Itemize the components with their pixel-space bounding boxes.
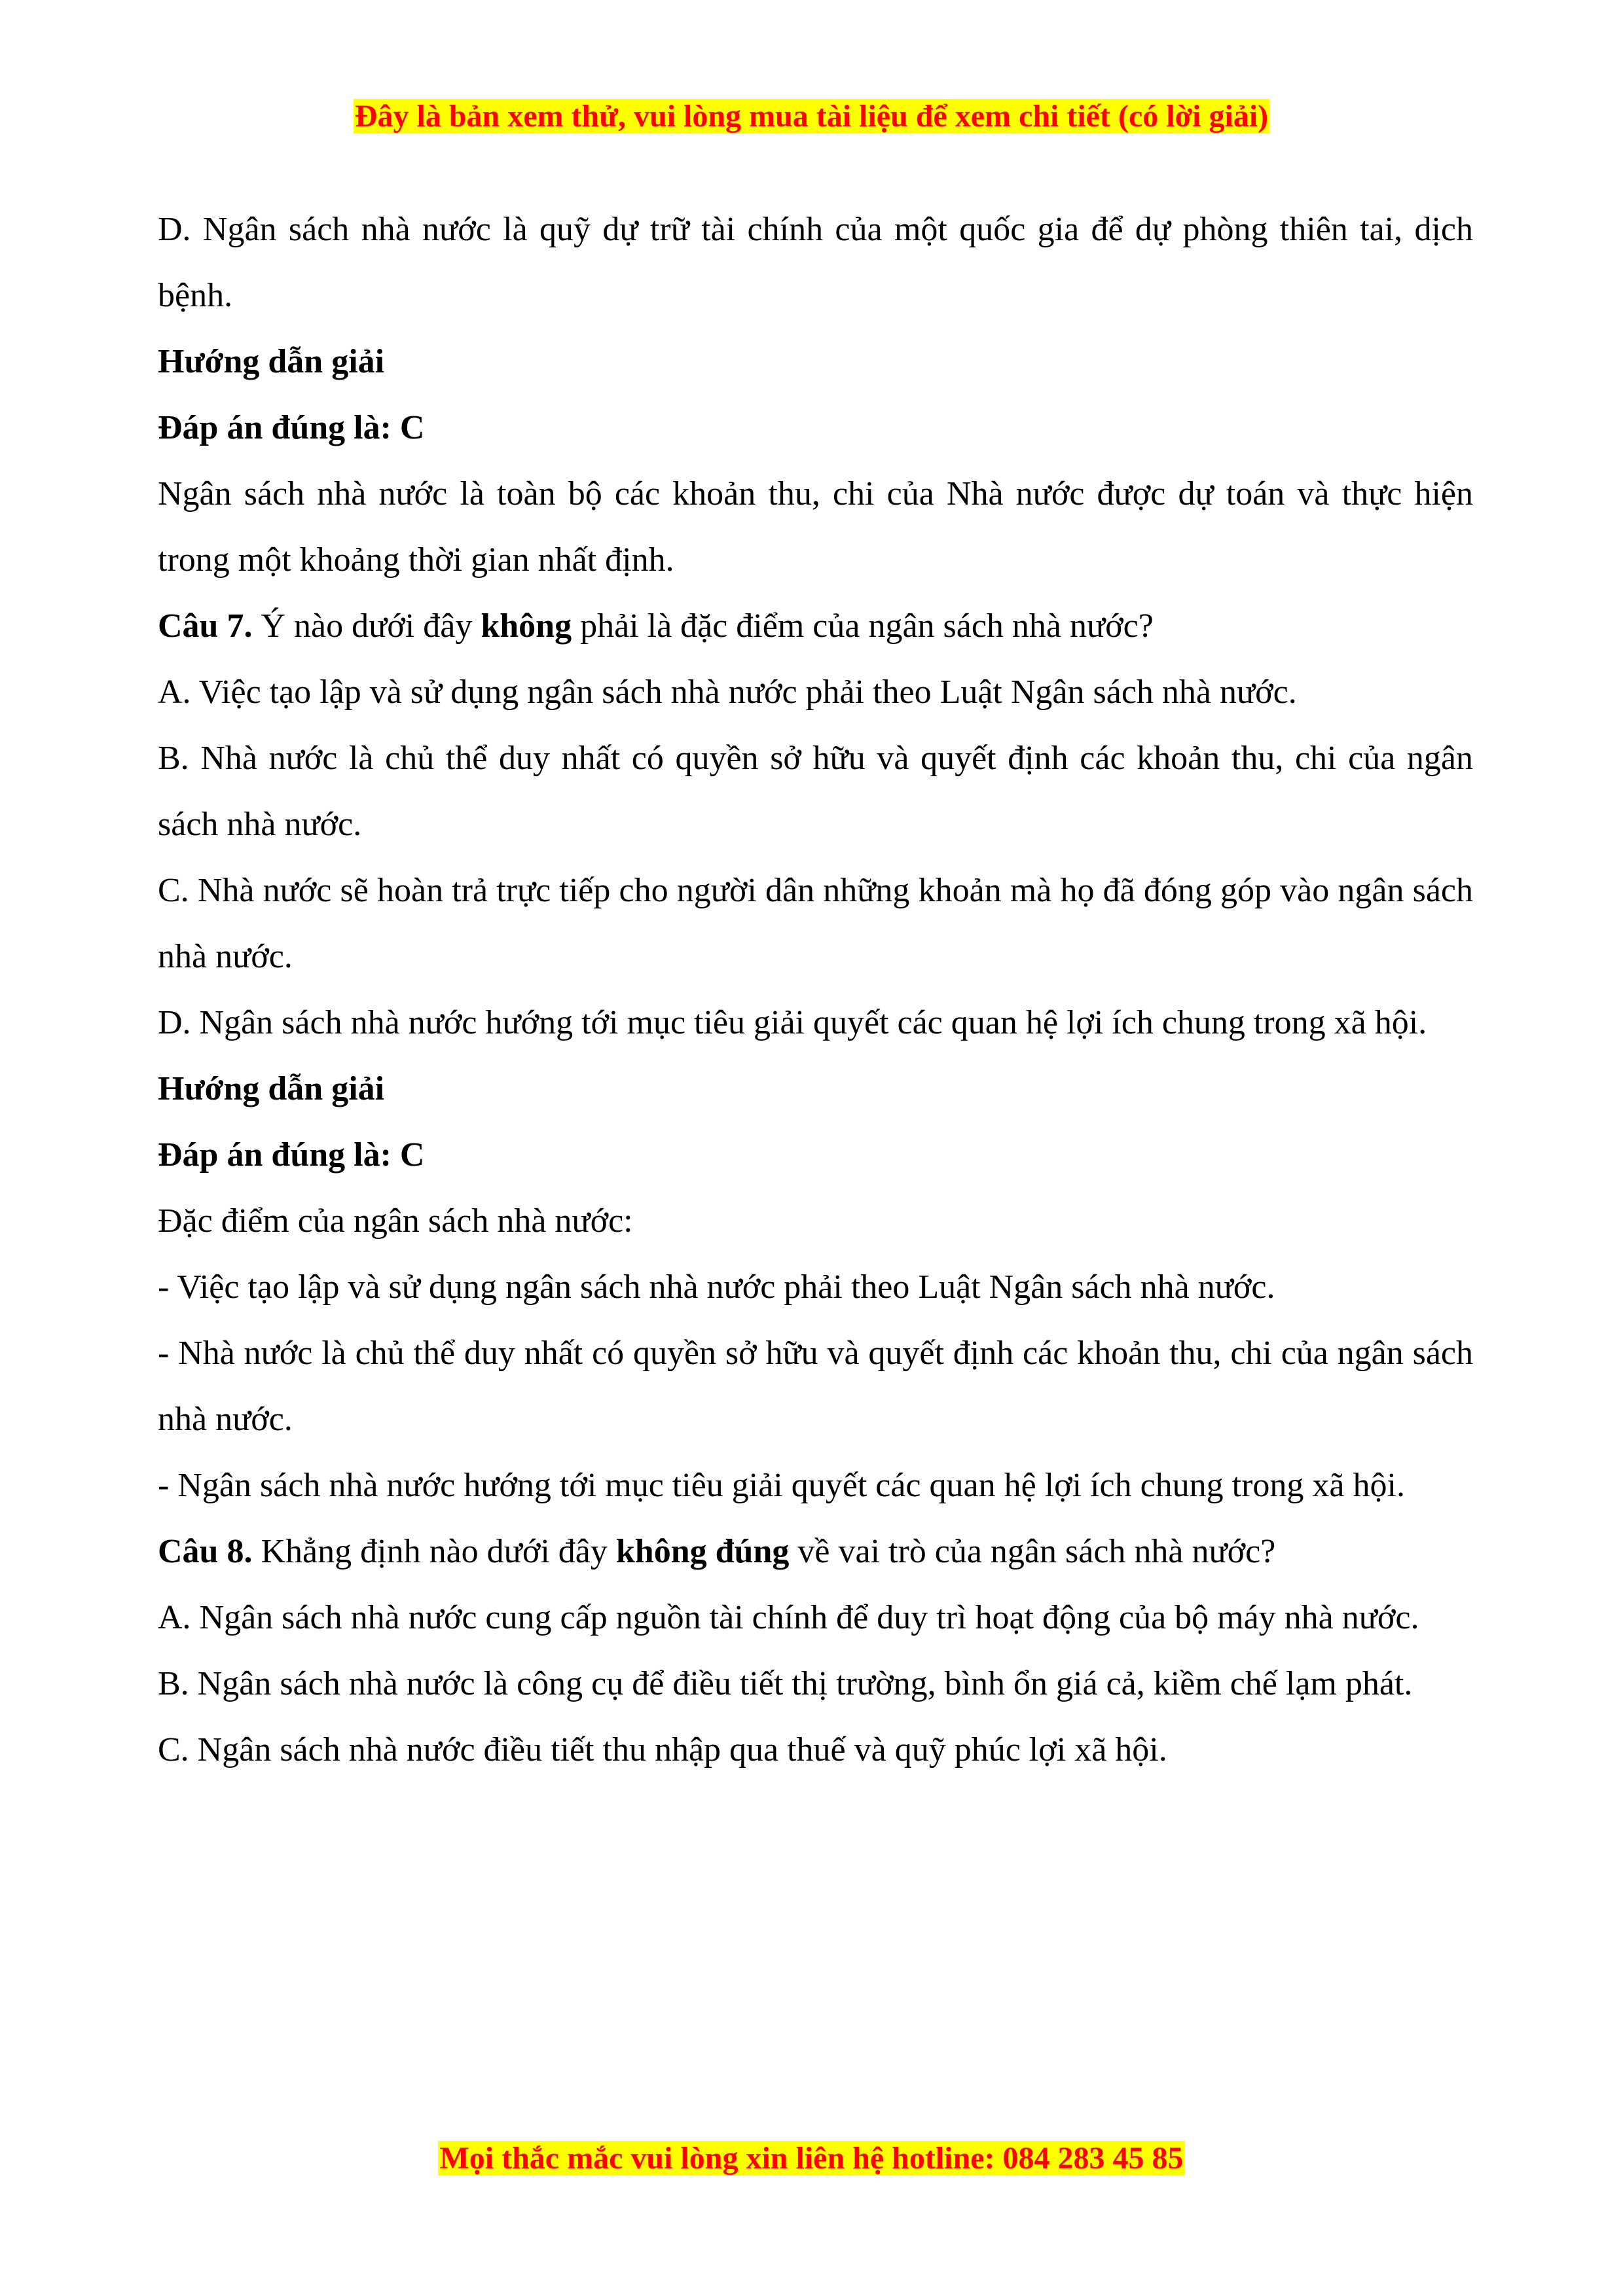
- q8-question: [158, 1518, 1473, 1585]
- q8-option-a: A. Ngân sách nhà nước cung cấp nguồn tài chính để duy trì hoạt động của bộ máy nhà nước.: [158, 1599, 1419, 1636]
- q8-stem-part1: Khẳng định nào dưới đây: [252, 1533, 616, 1570]
- q7-explanation-item: - Ngân sách nhà nước hướng tới mục tiêu giải quyết các quan hệ lợi ích chung trong xã hội.: [158, 1467, 1405, 1504]
- q7-option-c: C. Nhà nước sẽ hoàn trả trực tiếp cho người dân những khoản mà họ đã đóng góp vào ngân sách nhà nước.: [158, 872, 1473, 975]
- q8-stem-emphasis: không đúng: [615, 1533, 790, 1570]
- q7-explanation-intro: Đặc điểm của ngân sách nhà nước:: [158, 1202, 633, 1240]
- q7-question: [158, 593, 1473, 659]
- hotline-banner: [0, 2139, 1623, 2178]
- q6-explanation: Ngân sách nhà nước là toàn bộ các khoản thu, chi của Nhà nước được dự toán và thực hiện trong một khoảng thời gian nhất định.: [158, 475, 1473, 579]
- q7-option-b: B. Nhà nước là chủ thể duy nhất có quyền sở hữu và quyết định các khoản thu, chi của ngân sách nhà nước.: [158, 740, 1473, 843]
- document-body: [158, 196, 1473, 1783]
- q6-option-d: D. Ngân sách nhà nước là quỹ dự trữ tài chính của một quốc gia để dự phòng thiên tai, dịch bệnh.: [158, 211, 1473, 314]
- q6-guide-heading: Hướng dẫn giải: [158, 343, 385, 380]
- q7-option-a: A. Việc tạo lập và sử dụng ngân sách nhà nước phải theo Luật Ngân sách nhà nước.: [158, 673, 1297, 711]
- preview-notice-text: Đây là bản xem thử, vui lòng mua tài liệu để xem chi tiết (có lời giải): [354, 99, 1269, 134]
- q7-label: Câu 7.: [158, 607, 253, 645]
- q7-explanation-item: - Việc tạo lập và sử dụng ngân sách nhà nước phải theo Luật Ngân sách nhà nước.: [158, 1268, 1275, 1306]
- hotline-text: Mọi thắc mắc vui lòng xin liên hệ hotline: 084 283 45 85: [439, 2141, 1184, 2176]
- q7-answer: Đáp án đúng là: C: [158, 1136, 425, 1174]
- q8-option-c: C. Ngân sách nhà nước điều tiết thu nhập qua thuế và quỹ phúc lợi xã hội.: [158, 1731, 1167, 1768]
- q8-label: Câu 8.: [158, 1533, 253, 1570]
- preview-notice-banner: [0, 97, 1623, 136]
- q8-option-b: B. Ngân sách nhà nước là công cụ để điều tiết thị trường, bình ổn giá cả, kiềm chế lạm phát.: [158, 1665, 1413, 1702]
- q7-option-d: D. Ngân sách nhà nước hướng tới mục tiêu giải quyết các quan hệ lợi ích chung trong xã hội.: [158, 1004, 1427, 1041]
- q7-guide-heading: Hướng dẫn giải: [158, 1070, 385, 1107]
- q8-stem-part2: về vai trò của ngân sách nhà nước?: [789, 1533, 1276, 1570]
- q7-stem-part2: phải là đặc điểm của ngân sách nhà nước?: [572, 607, 1154, 645]
- q6-answer: Đáp án đúng là: C: [158, 409, 425, 446]
- q7-explanation-item: - Nhà nước là chủ thể duy nhất có quyền sở hữu và quyết định các khoản thu, chi của ngân sách nhà nước.: [158, 1335, 1473, 1438]
- q7-stem-emphasis: không: [481, 607, 572, 645]
- q7-stem-part1: Ý nào dưới đây: [252, 607, 481, 645]
